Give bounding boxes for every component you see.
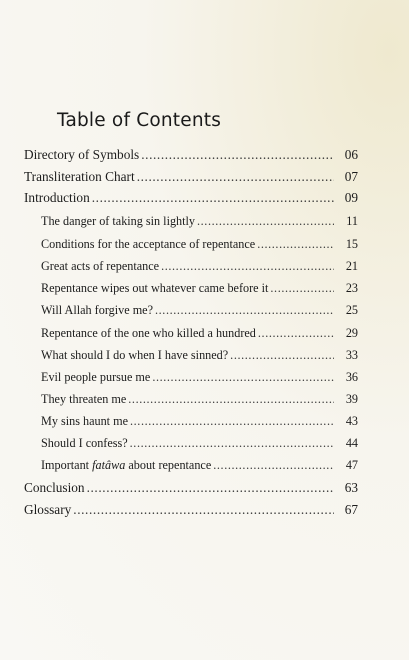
toc-entry-label: Should I confess? (41, 436, 128, 450)
italic-term: fatâwa (92, 458, 126, 472)
toc-entry-page: 29 (345, 326, 358, 340)
dot-leader (141, 147, 334, 163)
toc-entry-label: Repentance of the one who killed a hundred (41, 326, 256, 340)
toc-entry (24, 147, 358, 163)
toc-entry-page: 21 (345, 259, 358, 273)
toc-entry-label: Glossary (24, 502, 72, 517)
toc-entry-label: Great acts of repentance (41, 259, 160, 273)
toc-subentry (41, 303, 358, 318)
toc-entry-page: 36 (345, 370, 358, 384)
dot-leader (128, 392, 334, 407)
toc-entry-label: Conditions for the acceptance of repentance (41, 237, 256, 251)
dot-leader (130, 414, 334, 429)
toc-subentry (41, 370, 358, 385)
toc-entry-label: Will Allah forgive me? (41, 303, 153, 317)
toc-entry-page: 44 (345, 436, 358, 450)
dot-leader (197, 214, 334, 229)
dot-leader (270, 281, 334, 296)
toc-entry-page: 39 (345, 392, 358, 406)
toc-entry-page: 23 (345, 281, 358, 295)
toc-entry-label: They threaten me (41, 392, 127, 406)
toc-entry-page: 15 (345, 237, 358, 251)
dot-leader (87, 480, 334, 496)
dot-leader (258, 326, 334, 341)
toc-entry-page: 43 (345, 414, 358, 428)
toc-subentry (41, 326, 358, 341)
dot-leader (257, 237, 334, 252)
toc-entry-label: The danger of taking sin lightly (41, 214, 196, 228)
toc-entry-label: Important fatâwa about repentance (41, 458, 212, 472)
toc-entry-label: Directory of Symbols (24, 147, 140, 162)
toc-entry (24, 502, 358, 518)
dot-leader (137, 169, 334, 185)
dot-leader (152, 370, 334, 385)
toc-entry-label: Evil people pursue me (41, 370, 151, 384)
dot-leader (92, 190, 334, 206)
toc-subentry (41, 237, 358, 252)
toc-entry-page: 63 (344, 480, 358, 495)
toc-subentry (41, 259, 358, 274)
toc-entry-page: 25 (345, 303, 358, 317)
toc-subentry (41, 458, 358, 473)
toc-entry-label: Transliteration Chart (24, 169, 135, 184)
toc-entry-page: 11 (346, 214, 358, 228)
toc-entry (24, 480, 358, 496)
toc-subentry (41, 392, 358, 407)
toc-entry-page: 47 (345, 458, 358, 472)
toc-subentry (41, 348, 358, 363)
toc-title: Table of Contents (57, 110, 222, 131)
toc-entry-label: My sins haunt me (41, 414, 129, 428)
dot-leader (213, 458, 334, 473)
toc-entry-label: Introduction (24, 190, 90, 205)
toc-entry-page: 06 (344, 147, 358, 162)
dot-leader (73, 502, 334, 518)
toc-entry-label: Repentance wipes out whatever came before it (41, 281, 269, 295)
toc-entry-label: Conclusion (24, 480, 85, 495)
toc-subentry (41, 414, 358, 429)
dot-leader (130, 436, 334, 451)
toc-entry (24, 190, 358, 206)
toc-entry-page: 67 (344, 502, 358, 517)
toc-subentry (41, 436, 358, 451)
toc-entry-page: 33 (345, 348, 358, 362)
toc-entry-page: 07 (344, 169, 358, 184)
dot-leader (161, 259, 334, 274)
toc-subentry (41, 281, 358, 296)
toc-entry (24, 169, 358, 185)
toc-subentry (41, 214, 358, 229)
toc-entry-label: What should I do when I have sinned? (41, 348, 229, 362)
dot-leader (155, 303, 334, 318)
dot-leader (230, 348, 334, 363)
toc-entry-page: 09 (344, 190, 358, 205)
